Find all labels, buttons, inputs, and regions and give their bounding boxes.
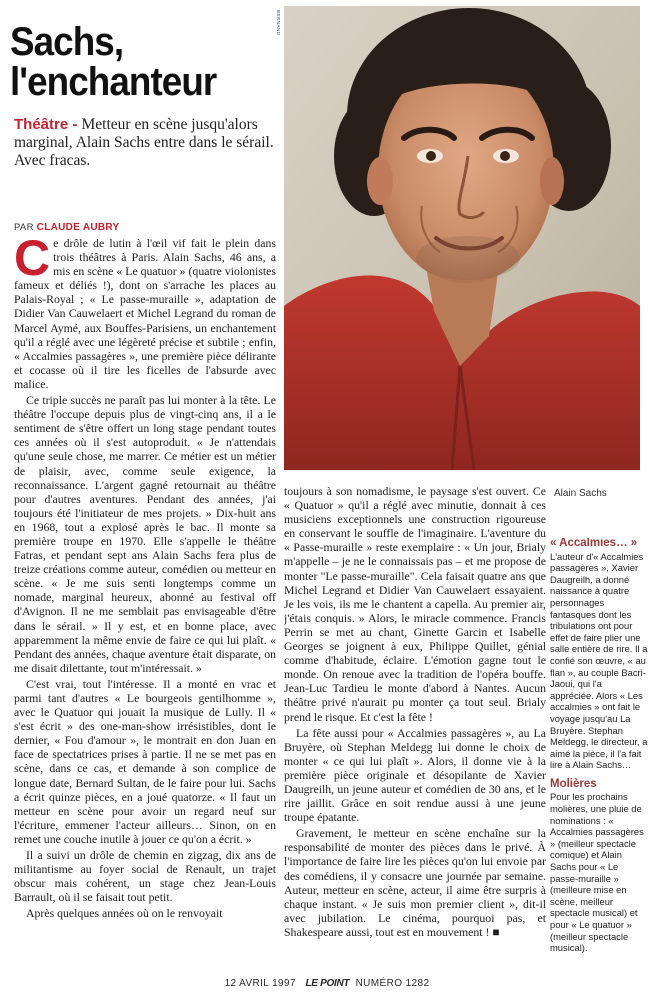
sidebar-title-molieres: Molières [550, 777, 597, 790]
headline [10, 22, 257, 102]
paragraph: Ce drôle de lutin à l'œil vif fait le plein dans trois théâtres à Paris. Alain Sachs, 46 ans, a mis en scène « Le quatuor » (quatre violonistes fameux et déliés !), dont on s'arrache les places au Palais-Royal ; « Le passe-muraille », adaptation de Didier Van Cauwelaert et Michel Legrand du roman de Marcel Aymé, aux Bouffes-Parisiens, un enchantement qu'il a réglé avec une légèreté précise et subtile ; enfin, « Accalmies passagères », une première pièce délirante et cocasse où il tire les ficelles de l'absurde avec malice. [14, 236, 276, 391]
paragraph: Il a suivi un drôle de chemin en zigzag, dix ans de militantisme au foyer social de Renault, un trajet obscur mais cohérent, un stage chez Jean-Louis Barrault, où il se faisait tout petit. [14, 848, 276, 905]
paragraph: toujours à son nomadisme, le paysage s'est ouvert. Ce « Quatuor » qu'il a réglé avec minutie, donnait à ces musiciens exceptionnels une construction rigoureuse en conservant le souffle de l'imaginaire. L'aventure du « Passe-muraille » reste exemplaire : « Un jour, Brialy m'appelle – je ne le connaissais pas – et me propose de monter "Le passe-muraille". Cela faisait quatre ans que Michel Legrand et Didier Van Cauwelaert essayaient. Je les vois, ils me le chantent a capella. Au premier air, j'étais conquis. » Alors, le miracle commence. Francis Perrin se met au chant, Ginette Garcin et Isabelle Georges se joignent à eux, Philippe Quillet, génial comme d'habitude, éclaire. L'émotion gagne tout le monde. On renoue avec la tradition de l'opéra bouffe. Jean-Luc Tardieu le monte d'abord à Nantes. Aucun théâtre privé n'aurait pu monter ça tout seul. Brialy prend le risque. Et c'est la fête ! [284, 484, 546, 724]
page-footer [0, 978, 654, 989]
paragraph: La fête aussi pour « Accalmies passagères », au La Bruyère, où Stephan Meldegg lui donne le choix de monter « ce qui lui plaît ». Alors, il donne vie à la première pièce originale et désopilante de Xavier Daugreilh, un jeune auteur et comédien de 30 ans, et le rire jaillit. Grâce en soit rendue aussi à une jeune troupe épatante. [284, 725, 546, 825]
paragraph: Ce triple succès ne paraît pas lui monter à la tête. Le théâtre l'occupe depuis plus de vingt-cinq ans, il a le sentiment de s'être offert un long stage pendant toutes ces années où il s'est autoproduit. « Je n'attendais qu'une seule chose, me marrer. Ce métier est un métier de plaisir, avec, comme seule exigence, la reconnaissance. L'argent gagné retournait au théâtre pour d'autres aventures. Pendant des années, j'ai toujours été l'initiateur de mes projets. » Dix-huit ans en 1968, tout a explosé après le bac. Il monte sa première troupe en 1970. Elle s'appelle le théâtre Fatras, et pendant sept ans Alain Sachs fera plus de treize créations comme auteur, comédien ou metteur en scène. « Je me suis senti longtemps comme un nomade, marginal heureux, abonné au festival off d'Avignon. Il ne me semblait pas envisageable d'être dans le sérail. » Il y est, et en bonne place, avec apparemment la même envie de faire ce qui lui plaît. « Pendant des années, chaque aventure était disparate, on me disait dilettante, tout m'intéressait. » [14, 393, 276, 675]
headline-line-1: Sachs, [10, 20, 124, 64]
footer-date: 12 AVRIL 1997 [224, 978, 296, 989]
footer-issue: NUMÉRO 1282 [355, 978, 430, 989]
photo-caption: Alain Sachs [554, 488, 607, 499]
article-column-2 [284, 484, 546, 981]
byline-author: CLAUDE AUBRY [36, 222, 120, 233]
paragraph: Gravement, le metteur en scène enchaîne sur la responsabilité de monter des pièces dans le privé. À l'importance de faire lire les pièces qu'on lui envoie par des comédiens, il y consacre une journée par semaine. Auteur, metteur en scène, acteur, il aime être surpris à chaque instant. « Je suis mon premier client », dit-il avec jubilation. Le cinéma, pourquoi pas, et Shakespeare aussi, tout est en mouvement ! ■ [284, 826, 546, 939]
drop-cap: C [14, 236, 51, 286]
rubric-label: Théâtre - [14, 116, 82, 133]
portrait-illustration [284, 6, 640, 470]
photo-credit: BERNAND [276, 10, 281, 36]
paragraph: C'est vrai, tout l'intéresse. Il a monté en vrac et parmi tant d'autres « Le bourgeois gentilhomme », avec le Quatuor qui jouait la musique de Lully. Il « s'est écrit » des one-man-show irrésistibles, dont le dernier, « Fou d'amour », le montrait en don Juan en face de spectatrices prises à partie. Il ne se met pas en scène, dans ce cas, et demande à son complice de longue date, Bernard Sultan, de le faire pour lui. Sachs a écrit quinze pièces, en a joué quatorze. « Il faut un metteur en scène pour avoir un regard neuf sur l'écriture, emmener l'acteur ailleurs… Sinon, on en remet une couche inutile à jouer ce qu'on a écrit. » [14, 676, 276, 846]
sidebar-title-accalmies: « Accalmies… » [550, 538, 638, 549]
byline [14, 222, 120, 233]
article-column-1 [14, 236, 276, 981]
headline-line-2: l'enchanteur [10, 60, 217, 104]
deck-text: Metteur en scène jusqu'alors marginal, Alain Sachs entre dans le sérail. Avec fracas. [14, 116, 274, 169]
paragraph: Après quelques années où on le renvoyait [26, 906, 223, 921]
byline-prefix: PAR [14, 222, 37, 233]
deck [14, 116, 286, 170]
footer-magazine: LE POINT [305, 978, 350, 989]
portrait-photo [284, 6, 640, 470]
sidebar-text-accalmies: L'auteur d'« Accalmies passagères », Xavier Daugreilh, a donné naissance à quatre personnages fantasques dont les tribulations ont pour effet de faire plier une salle entière de rire. Il a confié son œuvre, « au flan », au couple Bacri-Jaoui, qui l'a appréciée. Alors « Les accalmies » ont fait le voyage jusqu'au La Bruyère. Stephan Meldegg, le directeur, a aimé la pièce, il l'a fait lire à Alain Sachs… [550, 550, 648, 771]
sidebar-text-molieres: Pour les prochains molières, une pluie de nominations : « Accalmies passagères » (meilleur spectacle comique) et Alain Sachs pour « Le passe-muraille » (meilleure mise en scène, meilleur spectacle musical) et pour « Le quatuor » (meilleur spectacle musical). [550, 791, 644, 954]
sidebar [550, 538, 648, 986]
